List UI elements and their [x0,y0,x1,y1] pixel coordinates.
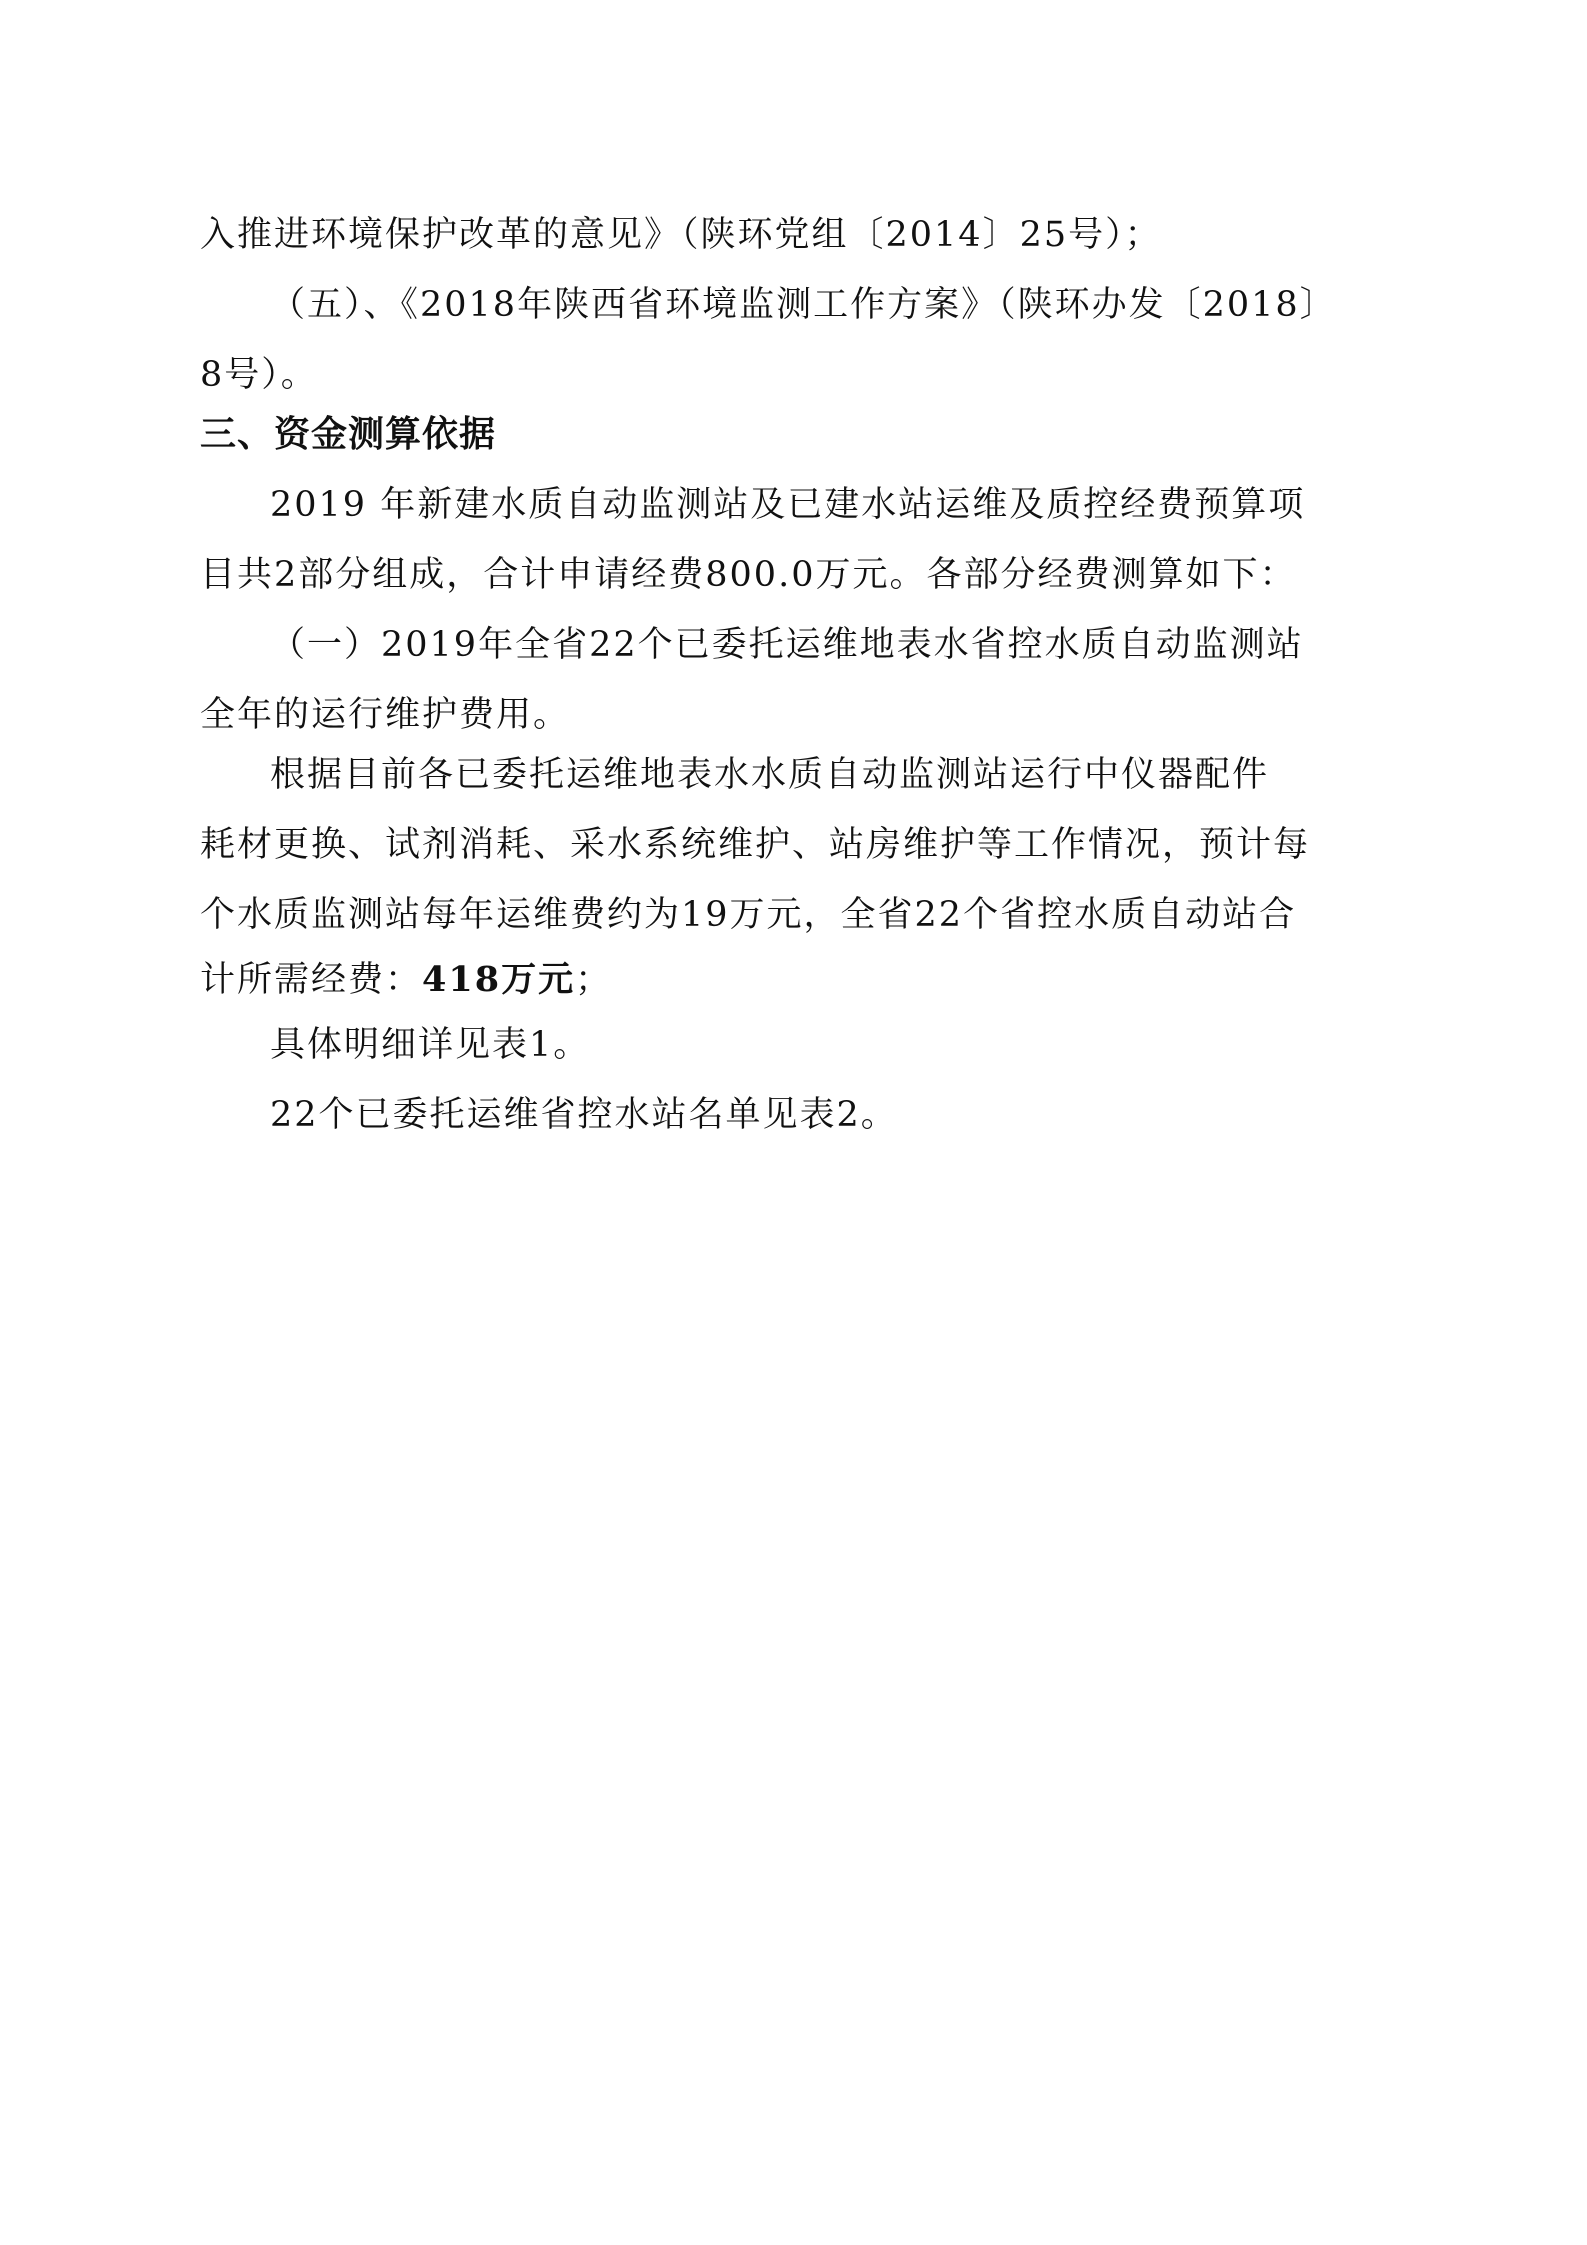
paragraph-line-9: 根据目前各已委托运维地表水水质自动监测站运行中仪器配件 [270,755,1270,795]
paragraph-line-6: 目共2部分组成，合计申请经费800.0万元。各部分经费测算如下： [200,555,1297,595]
paragraph-line-11: 个水质监测站每年运维费约为19万元，全省22个省控水质自动站合 [200,895,1297,935]
paragraph-line-14: 22个已委托运维省控水站名单见表2。 [270,1095,898,1135]
paragraph-line-12 [200,955,1390,1005]
section-heading: 三、资金测算依据 [200,414,497,455]
paragraph-line-2: （五）、《2018年陕西省环境监测工作方案》（陕环办发〔2018〕 [270,285,1337,325]
paragraph-line-10: 耗材更换、试剂消耗、采水系统维护、站房维护等工作情况，预计每 [200,825,1311,865]
paragraph-line-1: 入推进环境保护改革的意见》（陕环党组〔2014〕25号）； [200,215,1162,255]
line-12-text: 计所需经费： [200,960,423,1000]
paragraph-line-13: 具体明细详见表1。 [270,1025,591,1065]
paragraph-line-3: 8号）。 [200,355,318,395]
total-amount: 418万元 [422,959,576,1000]
paragraph-line-8: 全年的运行维护费用。 [200,695,571,735]
paragraph-line-7: （一）2019年全省22个已委托运维地表水省控水质自动监测站 [270,625,1304,665]
line-12-end: ； [575,960,613,1000]
paragraph-line-5: 2019 年新建水质自动监测站及已建水站运维及质控经费预算项 [270,485,1306,525]
